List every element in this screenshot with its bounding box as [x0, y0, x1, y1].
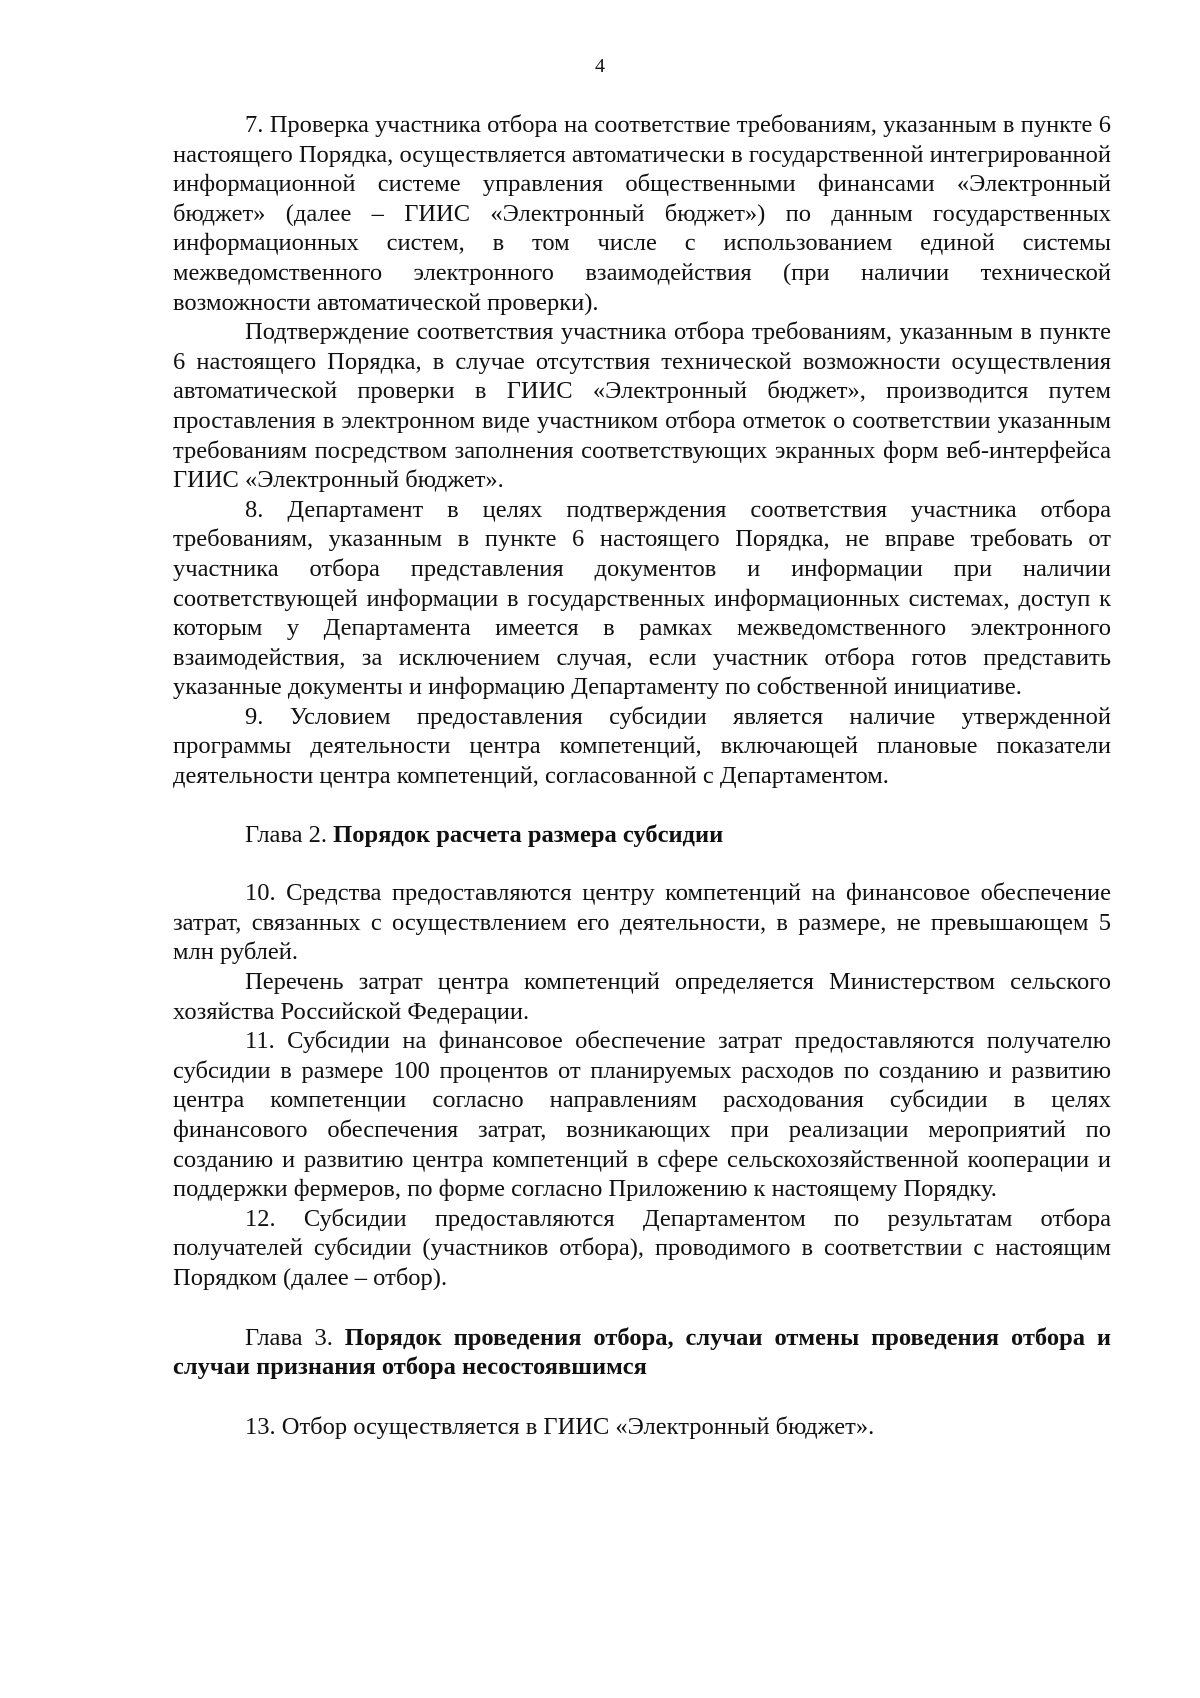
paragraph-10: 10. Средства предоставляются центру компетенций на финансовое обеспечение затрат, связанных с осуществлением его деятельности, в размере, не превышающем 5 млн рублей.: [173, 879, 1111, 966]
paragraph-7: 7. Проверка участника отбора на соответствие требованиям, указанным в пункте 6 настоящего Порядка, осуществляется автоматически в государственной интегрированной информационной системе управления общественными финансами «Электронный бюджет» (далее – ГИИС «Электронный бюджет») по данным государственных информационных систем, в том числе с использованием единой системы межведомственного электронного взаимодействия (при наличии технической возможности автоматической проверки).: [173, 111, 1111, 316]
paragraph-10-costs-list: Перечень затрат центра компетенций определяется Министерством сельского хозяйства Российской Федерации.: [173, 968, 1111, 1025]
chapter-3-heading: [173, 1323, 1111, 1382]
chapter-2-title: Порядок расчета размера субсидии: [333, 820, 724, 848]
chapter-2-prefix: Глава 2.: [245, 820, 328, 848]
chapter-2-heading: [173, 820, 1111, 850]
paragraph-8: 8. Департамент в целях подтверждения соответствия участника отбора требованиям, указанным в пункте 6 настоящего Порядка, не вправе требовать от участника отбора представления документов и информации при наличии соответствующей информации в государственных информационных системах, доступ к которым у Департамента имеется в рамках межведомственного электронного взаимодействия, за исключением случая, если участник отбора готов представить указанные документы и информацию Департаменту по собственной инициативе.: [173, 495, 1111, 701]
paragraph-7-confirmation: Подтверждение соответствия участника отбора требованиям, указанным в пункте 6 настоящего Порядка, в случае отсутствия технической возможности осуществления автоматической проверки в ГИИС «Электронный бюджет», производится путем проставления в электронном виде участником отбора отметок о соответствии указанным требованиям посредством заполнения соответствующих экранных форм веб-интерфейса ГИИС «Электронный бюджет».: [173, 318, 1111, 494]
document-body: [173, 110, 1111, 1441]
chapter-3-prefix: Глава 3.: [245, 1323, 333, 1351]
paragraph-11: 11. Субсидии на финансовое обеспечение затрат предоставляются получателю субсидии в размере 100 процентов от планируемых расходов по созданию и развитию центра компетенции согласно направлениям расходования субсидии в целях финансового обеспечения затрат, возникающих при реализации мероприятий по созданию и развитию центра компетенций в сфере сельскохозяйственной кооперации и поддержки фермеров, по форме согласно Приложению к настоящему Порядку.: [173, 1027, 1111, 1203]
paragraph-13: 13. Отбор осуществляется в ГИИС «Электронный бюджет».: [245, 1412, 875, 1440]
chapter-3-title: Порядок проведения отбора, случаи отмены проведения отбора и случаи признания отбора несостоявшимся: [173, 1323, 1111, 1381]
paragraph-9: 9. Условием предоставления субсидии является наличие утвержденной программы деятельности центра компетенций, включающей плановые показатели деятельности центра компетенций, согласованной с Департаментом.: [173, 702, 1111, 790]
paragraph-12: 12. Субсидии предоставляются Департаментом по результатам отбора получателей субсидии (участников отбора), проводимого в соответствии с настоящим Порядком (далее – отбор).: [173, 1204, 1111, 1291]
page-number: 4: [595, 55, 605, 77]
